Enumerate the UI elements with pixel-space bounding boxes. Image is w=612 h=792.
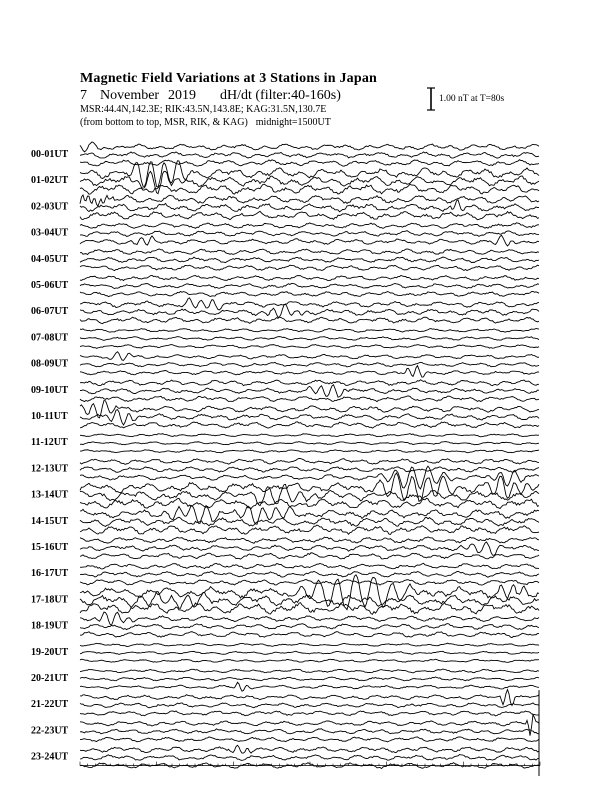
station-trace — [80, 517, 539, 526]
station-trace — [80, 344, 539, 348]
station-trace — [80, 422, 539, 428]
station-trace — [80, 257, 539, 263]
hour-row — [31, 142, 539, 166]
hour-label: 10-11UT — [31, 411, 68, 422]
station-trace — [80, 434, 539, 437]
station-trace — [80, 458, 539, 464]
station-trace — [80, 231, 539, 237]
station-trace — [80, 223, 539, 229]
scale-bar-label: 1.00 nT at T=80s — [439, 94, 505, 104]
hour-label: 18-19UT — [31, 620, 69, 632]
station-trace — [80, 152, 539, 158]
hour-row — [31, 643, 539, 662]
station-trace — [80, 380, 539, 386]
station-trace — [80, 505, 539, 524]
hour-row — [31, 400, 539, 428]
station-trace — [80, 563, 539, 569]
station-trace — [80, 171, 539, 193]
station-trace — [80, 317, 539, 324]
component-label: dH/dt (filter:40-160s) — [220, 88, 341, 103]
station-trace — [80, 737, 539, 742]
station-trace — [80, 669, 539, 673]
station-trace — [80, 362, 539, 367]
station-trace — [80, 195, 539, 206]
hour-label: 14-15UT — [31, 515, 69, 527]
station-trace — [80, 337, 539, 341]
date-month: November — [100, 88, 160, 103]
station-trace — [80, 677, 539, 681]
hour-label: 23-24UT — [31, 751, 69, 763]
hour-label: 11-12UT — [31, 437, 68, 449]
date-day: 7 — [80, 88, 87, 103]
hour-row — [31, 575, 539, 614]
station-trace — [80, 396, 539, 402]
station-trace — [80, 525, 539, 534]
hour-label: 12-13UT — [31, 463, 69, 475]
time-axis — [80, 762, 540, 766]
station-trace — [80, 466, 539, 489]
station-trace — [80, 659, 539, 662]
hour-label: 00-01UT — [31, 149, 69, 160]
hour-label: 07-08UT — [31, 332, 69, 344]
station-trace — [80, 575, 539, 610]
hour-label: 05-06UT — [31, 280, 69, 291]
hour-label: 19-20UT — [31, 646, 69, 658]
hour-row — [31, 161, 539, 195]
hour-label: 15-16UT — [31, 542, 69, 553]
hour-row — [31, 275, 539, 296]
hour-row — [31, 249, 539, 271]
station-trace — [80, 304, 539, 317]
station-trace — [80, 235, 539, 246]
station-trace — [80, 703, 539, 708]
hour-row — [31, 745, 539, 768]
hour-row — [31, 563, 539, 585]
station-trace — [80, 142, 539, 152]
hour-row — [31, 328, 539, 348]
chart-title: Magnetic Field Variations at 3 Stations in Japan — [80, 71, 378, 86]
station-trace — [80, 184, 539, 194]
hour-row — [31, 195, 539, 220]
hour-label: 17-18UT — [31, 594, 69, 606]
hour-row — [31, 380, 539, 402]
order-note: (from bottom to top, MSR, RIK, & KAG) — [80, 117, 248, 128]
station-trace — [80, 553, 539, 559]
station-trace — [80, 745, 539, 753]
hour-label: 13-14UT — [31, 489, 69, 501]
hour-row — [31, 537, 539, 559]
station-trace — [80, 682, 539, 691]
station-trace — [80, 755, 539, 761]
station-trace — [80, 450, 539, 453]
station-trace — [80, 211, 539, 219]
hour-label: 04-05UT — [31, 253, 69, 265]
station-trace — [80, 265, 539, 270]
station-trace — [80, 643, 539, 646]
hour-row — [31, 612, 539, 638]
station-trace — [80, 484, 539, 505]
station-trace — [80, 249, 539, 255]
hour-label: 02-03UT — [31, 201, 69, 213]
hour-row — [31, 715, 539, 742]
hour-label: 03-04UT — [31, 227, 69, 239]
station-trace — [80, 729, 539, 734]
station-coordinates: MSR:44.4N,142.3E; RIK:43.5N,143.8E; KAG:31.5N,130.7E — [80, 104, 327, 115]
station-trace — [80, 612, 539, 625]
hour-label: 20-21UT — [31, 673, 69, 684]
station-trace — [80, 298, 539, 310]
station-trace — [80, 537, 539, 543]
station-trace — [80, 328, 539, 332]
hour-row — [31, 434, 539, 453]
hour-label: 08-09UT — [31, 358, 69, 370]
station-trace — [80, 291, 539, 296]
hour-label: 06-07UT — [31, 306, 69, 318]
hour-label: 22-23UT — [31, 725, 69, 737]
station-trace — [80, 571, 539, 577]
station-trace — [80, 624, 539, 630]
hour-row — [31, 669, 539, 691]
hour-row — [31, 298, 539, 324]
hour-label: 01-02UT — [31, 175, 69, 187]
station-trace — [80, 542, 539, 555]
station-trace — [80, 690, 539, 706]
hour-row — [31, 223, 539, 246]
midnight-note: midnight=1500UT — [255, 117, 331, 128]
station-trace — [80, 580, 539, 585]
station-trace — [80, 275, 539, 280]
station-trace — [80, 711, 539, 716]
station-trace — [80, 442, 539, 445]
station-trace — [80, 632, 539, 638]
station-trace — [80, 283, 539, 288]
hour-row — [31, 690, 539, 716]
station-trace — [80, 385, 539, 398]
hour-row — [31, 352, 539, 377]
station-trace — [80, 352, 539, 361]
scale-bar — [427, 88, 435, 110]
hour-row — [31, 505, 539, 534]
station-trace — [80, 200, 539, 212]
station-trace — [80, 603, 539, 615]
hour-label: 09-10UT — [31, 384, 69, 396]
date-year: 2019 — [168, 88, 196, 103]
station-trace — [80, 467, 539, 472]
station-trace — [80, 366, 539, 378]
hour-label: 16-17UT — [31, 568, 69, 580]
station-trace — [80, 651, 539, 654]
hour-label: 21-22UT — [31, 699, 69, 711]
